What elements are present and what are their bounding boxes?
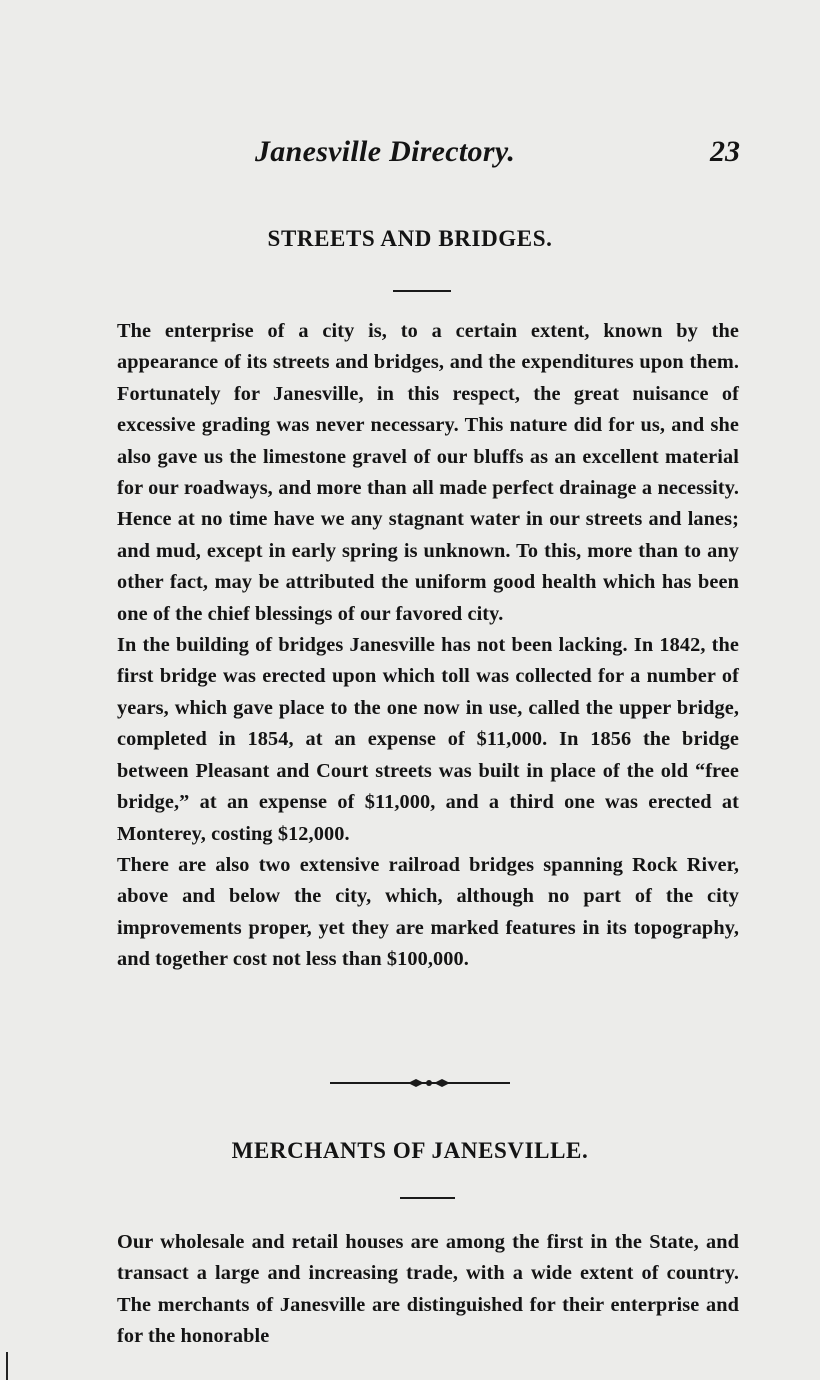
- ornament-divider: [330, 1078, 510, 1088]
- section-heading-streets: STREETS AND BRIDGES.: [267, 226, 553, 251]
- page-number: 23: [710, 135, 740, 168]
- margin-mark: [6, 1352, 8, 1380]
- paragraph: There are also two extensive railroad bridges spanning Rock River, above and below the city, which, although no part of the city improvements proper, yet they are marked features in its topography, and together cost not less than $100,000.: [117, 853, 739, 971]
- running-head-title: Janesville Directory.: [255, 135, 516, 168]
- heading-rule: [400, 1197, 455, 1199]
- paragraph: In the building of bridges Janesville has not been lacking. In 1842, the first bridge was erected upon which toll was collected for a number of years, which gave place to the one now in use, called the upper bridge, completed in 1854, at an expense of $11,000. In 1856 the bridge between Pleasant and Court streets was built in place of the old “free bridge,” at an expense of $11,000, and a third one was erected at Monterey, costing $12,000.: [117, 634, 739, 845]
- paragraph: The enterprise of a city is, to a certain extent, known by the appearance of its streets and bridges, and the expenditures upon them. Fortunately for Janesville, in this respect, the great nuisance of excessive grading was never necessary. This nature did for us, and she also gave us the limestone gravel of our bluffs as an excellent material for our roadways, and more than all made perfect drainage a necessity. Hence at no time have we any stagnant water in our streets and lanes; and mud, except in early spring is unknown. To this, more than to any other fact, may be attributed the uniform good health which has been one of the chief blessings of our favored city.: [117, 320, 739, 625]
- paragraph: Our wholesale and retail houses are among the first in the State, and transact a large and increasing trade, with a wide extent of country. The merchants of Janesville are distinguished for their enterprise and for the honorable: [117, 1231, 739, 1348]
- running-head: [255, 135, 740, 175]
- section-heading-merchants: MERCHANTS OF JANESVILLE.: [231, 1138, 589, 1163]
- section-body-merchants: [117, 1227, 739, 1353]
- section-body-streets: [117, 316, 739, 976]
- heading-rule: [393, 290, 451, 292]
